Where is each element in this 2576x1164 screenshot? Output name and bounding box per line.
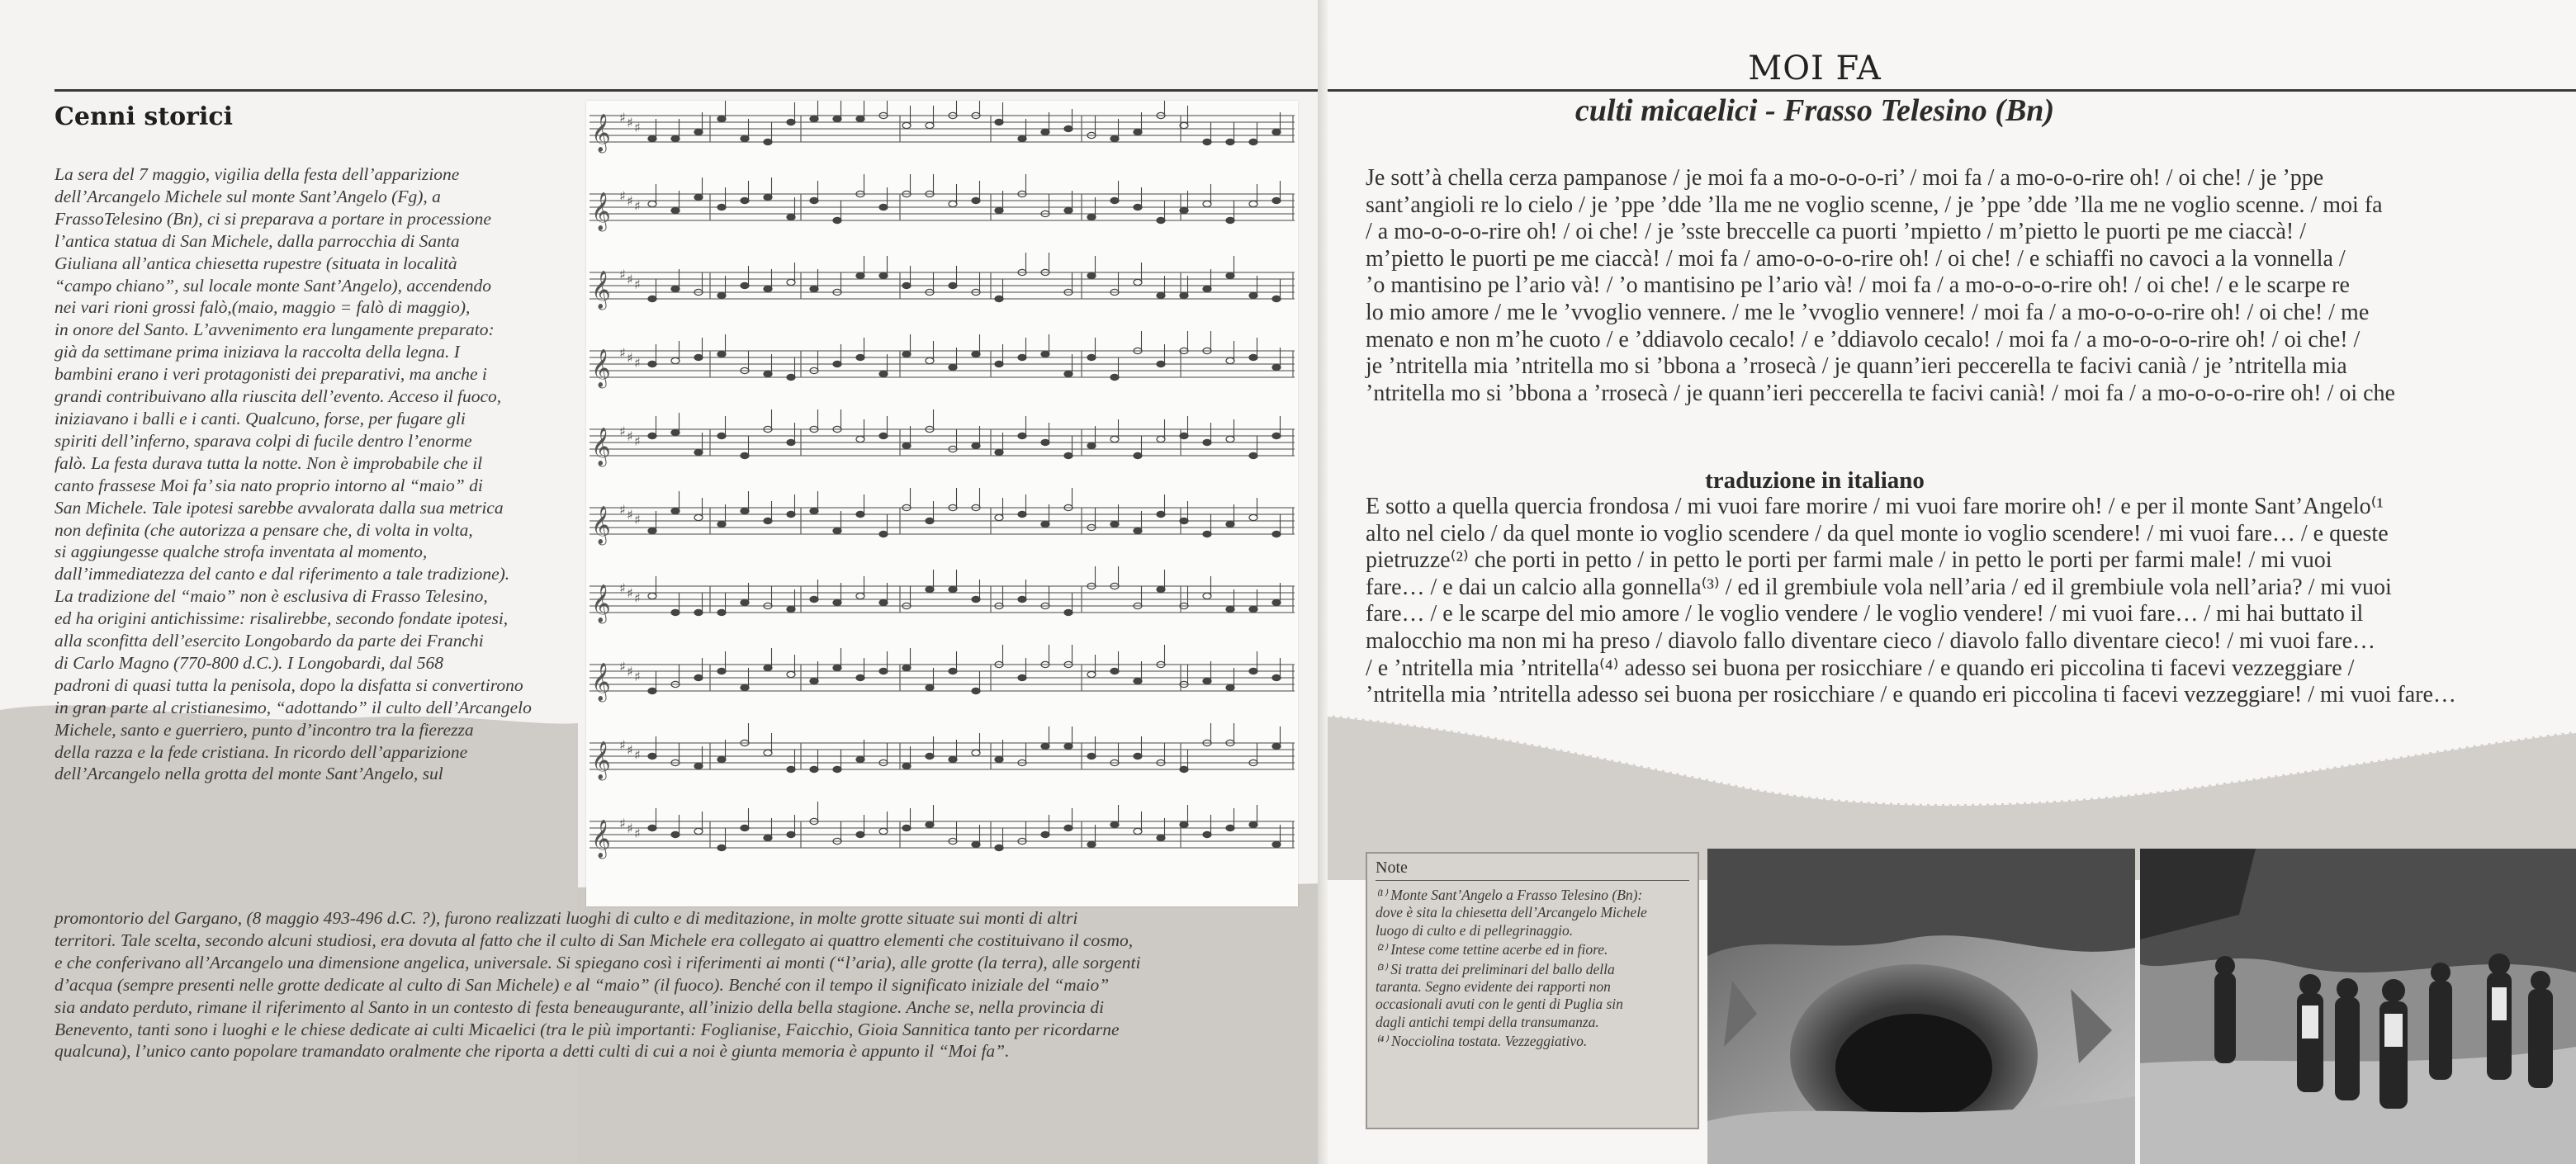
note-line: ⁽¹⁾ Monte Sant’Angelo a Frasso Telesino (Bn):	[1376, 887, 1643, 903]
staff	[590, 566, 1295, 624]
music-score	[586, 101, 1298, 906]
svg-text:♯: ♯	[619, 423, 626, 439]
translation-line: pietruzze⁽²⁾ che porti in petto / in petto le porti per farmi male / in petto le porti per farmi male! / mi vuoi	[1366, 547, 2332, 574]
staff	[590, 253, 1295, 310]
dialect-lyrics	[1366, 165, 2576, 407]
text-line: alla sconfitta dell’esercito Longobardo da parte dei Franchi	[54, 631, 484, 651]
text-line: territori. Tale scelta, secondo alcuni studiosi, era dovuta al fatto che il culto di San Michele era collegato ai quattro elementi che costituivano il cosmo,	[54, 930, 1134, 950]
svg-text:𝄞: 𝄞	[591, 584, 611, 622]
svg-text:𝄞: 𝄞	[591, 663, 611, 701]
right-page	[1328, 0, 2576, 1164]
svg-text:♯: ♯	[634, 355, 641, 371]
song-subtitle: culti micaelici - Frasso Telesino (Bn)	[1574, 93, 2055, 128]
svg-text:♯: ♯	[634, 747, 641, 763]
note-line: occasionali avuti con le genti di Puglia sin	[1376, 996, 1623, 1013]
notes-label: Note	[1376, 859, 1408, 877]
svg-text:𝄞: 𝄞	[591, 820, 611, 858]
text-line: dell’Arcangelo nella grotta del monte Sant’Angelo, sul	[54, 764, 443, 784]
note-item	[1376, 887, 1696, 939]
lyric-line: Je sott’à chella cerza pampanose / je moi fa a mo-o-o-o-ri’ / moi fa / a mo-o-o-rire oh! / oi che! / je ’ppe	[1366, 165, 2324, 191]
svg-text:♯: ♯	[619, 267, 626, 282]
notes-divider	[1376, 880, 1689, 881]
continuation-paragraph	[54, 907, 1293, 1062]
svg-text:𝄞: 𝄞	[591, 741, 611, 779]
note-line: dove è sita la chiesetta dell’Arcangelo Michele	[1376, 904, 1647, 921]
staff	[590, 409, 1295, 467]
translation-line: malocchio ma non mi ha preso / diavolo fallo diventare cieco / diavolo fallo diventare cieco! / mi vuoi fare…	[1366, 627, 2376, 654]
text-line: in gran parte al cristianesimo, “adottando” il culto dell’Arcangelo	[54, 697, 532, 717]
lyric-line: / a mo-o-o-o-rire oh! / oi che! / je ’sste breccelle ca puorti ’mpietto / m’pietto le puorti pe me ciaccà! /	[1366, 219, 2306, 245]
note-line: ⁽⁴⁾ Nocciolina tostata. Vezzeggiativo.	[1376, 1033, 1588, 1050]
text-line: l’antica statua di San Michele, dalla parrocchia di Santa	[54, 230, 460, 251]
text-line: padroni di quasi tutta la penisola, dopo la disfatta si convertirono	[54, 674, 523, 695]
svg-text:♯: ♯	[627, 664, 633, 679]
intro-paragraph	[54, 163, 555, 785]
note-item	[1376, 961, 1696, 1032]
text-line: grandi contribuivano alla riuscita dell’evento. Acceso il fuoco,	[54, 386, 502, 407]
text-line: Michele, santo e guerriero, punto d’incontro tra la fierezza	[54, 719, 474, 740]
translation-line: fare… / e dai un calcio alla gonnella⁽³⁾ / ed il grembiule vola nell’aria / ed il grembiule vola nell’aria? / mi vuoi	[1366, 574, 2392, 600]
text-line: La tradizione del “maio” non è esclusiva di Frasso Telesino,	[54, 586, 488, 607]
svg-text:♯: ♯	[619, 502, 626, 518]
text-line: della razza e la fede cristiana. In ricordo dell’apparizione	[54, 741, 468, 762]
svg-text:♯: ♯	[619, 345, 626, 361]
text-line: ed ha origini antichissime: risalirebbe, secondo fondate ipotesi,	[54, 608, 509, 629]
text-line: bambini erano i veri protagonisti dei preparativi, ma anche i	[54, 364, 487, 385]
text-line: Giuliana all’antica chiesetta rupestre (situata in località	[54, 253, 457, 273]
text-line: d’acqua (sempre presenti nelle grotte dedicate al culto di San Michele) e al “maio” (il fuoco). Benché con il tempo il significato iniziale del “maio”	[54, 974, 1110, 995]
top-rule	[54, 89, 1318, 92]
section-heading: Cenni storici	[54, 102, 234, 131]
note-line: ⁽²⁾ Intese come tettine acerbe ed in fiore.	[1376, 941, 1608, 958]
text-line: dell’Arcangelo Michele sul monte Sant’Angelo (Fg), a	[54, 186, 441, 206]
text-line: nei vari rioni grossi falò,(maio, maggio = falò di maggio),	[54, 297, 471, 318]
staff	[590, 331, 1295, 389]
note-item	[1376, 1033, 1696, 1050]
svg-text:♯: ♯	[627, 193, 633, 209]
procession-photo-image	[2140, 849, 2576, 1164]
note-line: luogo di culto e di pellegrinaggio.	[1376, 921, 1574, 939]
svg-text:♯: ♯	[627, 272, 633, 287]
translation-line: / e ’ntritella mia ’ntritella⁽⁴⁾ adesso sei buona per rosicchiare / e quando eri piccolina ti facevi vezzeggiare /	[1366, 655, 2355, 681]
svg-text:𝄞: 𝄞	[591, 114, 611, 152]
text-line: falò. La festa durava tutta la notte. Non è improbabile che il	[54, 452, 483, 473]
text-line: canto frassese Moi fa’ sia nato proprio intorno al “maio” di	[54, 475, 483, 495]
translation-heading: traduzione in italiano	[1705, 467, 1925, 494]
text-line: di Carlo Magno (770-800 d.C.). I Longobardi, dal 568	[54, 652, 444, 673]
svg-text:♯: ♯	[619, 110, 626, 125]
note-item	[1376, 941, 1696, 958]
svg-text:♯: ♯	[627, 742, 633, 758]
text-line: Benevento, tanti sono i luoghi e le chiese dedicate ai culti Micaelici (tra le più importanti: Foglianise, Faicchio, Gioia Sannitica tanto per ricordarne	[54, 1019, 1120, 1039]
lyric-line: je ’ntritella mia ’ntritella mo si ’bbona a ’rrosecà / je quann’ieri peccerella te facivi canià / je ’ntritella mia	[1366, 353, 2347, 380]
svg-text:♯: ♯	[634, 433, 641, 449]
svg-text:𝄞: 𝄞	[591, 349, 611, 387]
lyric-line: ’ntritella mo si ’bbona a ’rrosecà / je quann’ieri peccerella te facivi canià! / moi fa / a mo-o-o-o-rire oh! / oi che	[1366, 380, 2395, 406]
svg-text:♯: ♯	[634, 277, 641, 292]
svg-text:𝄞: 𝄞	[591, 271, 611, 309]
text-line: e che conferivano all’Arcangelo una dimensione angelica, universale. Si spiegano così i riferimenti ai monti (“l’aria), alle grotte (la terra), alle sorgenti	[54, 952, 1141, 972]
procession-photo	[2140, 849, 2576, 1164]
lyric-line: sant’angioli re lo cielo / je ’ppe ’dde ’lla me ne voglio scenne, / je ’ppe ’dde ’lla me ne voglio scenne. / moi fa	[1366, 192, 2383, 218]
notes-box	[1366, 852, 1699, 1129]
lyric-line: menato e non m’he cuoto / e ’ddiavolo cecalo! / e ’ddiavolo cecalo! / moi fa / a mo-o-o-o-rire oh! / oi che! /	[1366, 326, 2361, 353]
staff	[590, 723, 1295, 781]
staff	[590, 174, 1295, 232]
text-line: dall’immediatezza del canto e dal riferimento a tale tradizione).	[54, 564, 510, 584]
svg-text:♯: ♯	[619, 188, 626, 204]
svg-text:♯: ♯	[627, 585, 633, 601]
lyric-line: ’o mantisino pe l’ario và! / ’o mantisino pe l’ario và! / moi fa / a mo-o-o-o-rire oh! / oi che! / e le scarpe re	[1366, 272, 2350, 299]
svg-text:♯: ♯	[627, 821, 633, 836]
svg-text:♯: ♯	[619, 659, 626, 674]
svg-text:♯: ♯	[634, 669, 641, 684]
svg-text:𝄞: 𝄞	[591, 506, 611, 544]
svg-text:♯: ♯	[627, 428, 633, 444]
text-line: si aggiungesse qualche strofa inventata al momento,	[54, 542, 428, 562]
text-line: iniziavano i balli e i canti. Qualcuno, forse, per fugare gli	[54, 408, 466, 428]
svg-text:♯: ♯	[634, 590, 641, 606]
lyric-line: lo mio amore / me le ’vvoglio vennere. / me le ’vvoglio vennere! / moi fa / a mo-o-o-o-rire oh! / oi che! / me	[1366, 299, 2370, 325]
staff	[590, 488, 1295, 546]
translation-line: E sotto a quella quercia frondosa / mi vuoi fare morire / mi vuoi fare morire oh! / e per il monte Sant’Angelo⁽¹	[1366, 494, 2384, 519]
staff	[590, 802, 1295, 859]
text-line: sia andato perduto, rimane il riferimento al Santo in un contesto di festa beneaugurante, all’inizio della bella stagione. Anche se, nella provincia di	[54, 996, 1105, 1017]
svg-text:♯: ♯	[619, 580, 626, 596]
music-score-staves	[586, 101, 1298, 906]
song-title: MOI FA	[1748, 50, 1882, 88]
svg-text:♯: ♯	[627, 507, 633, 523]
text-line: FrassoTelesino (Bn), ci si preparava a portare in processione	[54, 208, 491, 229]
translation-line: alto nel cielo / da quel monte io voglio scendere / da quel monte io voglio scendere! / mi vuoi fare… / e queste	[1366, 520, 2389, 547]
svg-text:♯: ♯	[627, 350, 633, 366]
italian-translation	[1366, 494, 2576, 709]
svg-text:♯: ♯	[619, 816, 626, 831]
translation-line: ’ntritella mia ’ntritella adesso sei buona per rosicchiare / e quando eri piccolina ti facevi vezzeggiare! / mi vuoi fare…	[1366, 682, 2456, 708]
text-line: già da settimane prima iniziava la raccolta della legna. I	[54, 342, 460, 362]
svg-text:♯: ♯	[634, 120, 641, 135]
staff	[590, 101, 1295, 154]
text-line: promontorio del Gargano, (8 maggio 493-496 d.C. ?), furono realizzati luoghi di culto e di meditazione, in molte grotte situate sui monti di altri	[54, 908, 1078, 928]
lyric-line: m’pietto le puorti pe me ciaccà! / moi fa / amo-o-o-o-rire oh! / oi che! / e schiaffi no cavoci a la vonnella /	[1366, 245, 2346, 272]
svg-text:♯: ♯	[634, 826, 641, 841]
svg-text:♯: ♯	[634, 512, 641, 528]
text-line: in onore del Santo. L’avvenimento era lungamente preparato:	[54, 319, 495, 340]
staff	[590, 645, 1295, 703]
note-line: taranta. Segno evidente dei rapporti non	[1376, 978, 1611, 995]
svg-text:♯: ♯	[619, 737, 626, 753]
note-line: ⁽³⁾ Si tratta dei preliminari del ballo della	[1376, 960, 1615, 977]
text-line: “campo chiano”, sul locale monte Sant’Angelo), accendendo	[54, 275, 492, 296]
svg-text:♯: ♯	[634, 198, 641, 214]
text-line: La sera del 7 maggio, vigilia della festa dell’apparizione	[54, 164, 460, 184]
note-line: dagli antichi tempi della transumanza.	[1376, 1013, 1599, 1030]
text-line: spiriti dell’inferno, sparava colpi di fucile dentro l’enorme	[54, 430, 472, 451]
svg-text:𝄞: 𝄞	[591, 192, 611, 230]
grotto-photo	[1707, 849, 2135, 1164]
text-line: San Michele. Tale ipotesi sarebbe avvalorata dalla sua metrica	[54, 497, 504, 518]
title-rule	[1328, 89, 2576, 92]
text-line: qualcuna), l’unico canto popolare tramandato oralmente che riporta a detti culti di cui a noi è giunta memoria è appunto il “Moi fa”.	[54, 1041, 1010, 1062]
svg-text:♯: ♯	[627, 115, 633, 130]
text-line: non definita (che autorizza a pensare che, di volta in volta,	[54, 519, 473, 540]
translation-line: fare… / e le scarpe del mio amore / le voglio vendere / le voglio vendere! / mi vuoi fare… / mi hai buttato il	[1366, 601, 2364, 627]
grotto-photo-image	[1707, 849, 2135, 1164]
svg-text:𝄞: 𝄞	[591, 428, 611, 466]
